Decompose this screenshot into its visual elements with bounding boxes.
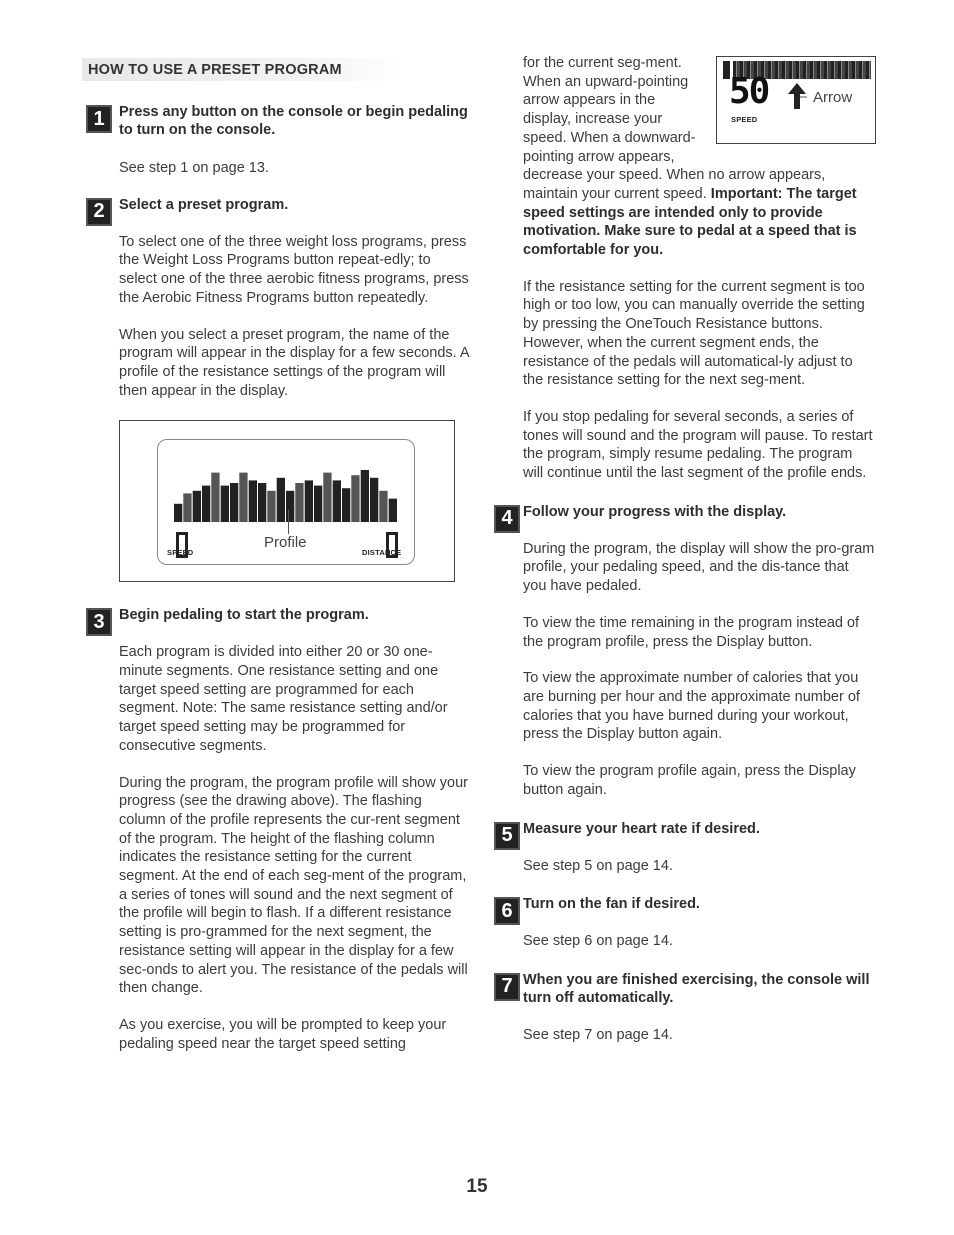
display-screen [157,439,415,565]
speed-digits: 50 [729,71,769,112]
paragraph: If the resistance setting for the current segment is too high or too low, you can manually override the setting by pressing the OneTouch Resistance buttons. However, when the current segment ends, the resistance of the pedals will automatical-ly adjust to the resistance setting for the next seg-ment. [523,278,865,389]
profile-column [239,473,247,522]
profile-column [342,489,350,523]
step-4 [494,503,876,530]
paragraph-text: for the current seg-ment. When an upward-pointing arrow appears in the display, increase your speed. When a downward-pointing arrow appears, decrease your speed. When no arrow appears, maintain your current speed. [523,55,826,202]
profile-pointer-line [288,510,289,534]
profile-display-figure [119,420,455,582]
profile-column [277,478,285,522]
right-column [494,54,876,1045]
paragraph: See step 6 on page 14. [523,933,673,950]
step-heading: Measure your heart rate if desired. [523,820,760,837]
profile-column [267,491,275,522]
arrow-icon [787,83,807,113]
step-number-badge: 3 [86,608,112,636]
arrow-label: Arrow [813,89,853,106]
paragraph: See step 7 on page 14. [523,1026,673,1043]
profile-column [351,476,359,523]
step-heading: Begin pedaling to start the program. [119,607,369,624]
paragraph: If you stop pedaling for several seconds, a series of tones will sound and the program will pause. To restart the program, simply resume pedaling. The program will continue until the last segment of the profile ends. [523,408,873,482]
profile-column [295,483,303,522]
paragraph: To view the program profile again, press the Display button again. [523,763,856,798]
profile-column [314,486,322,522]
profile-column [249,481,257,523]
distance-label: DISTANCE [362,548,402,558]
profile-column [193,491,201,522]
paragraph: During the program, the display will show the pro-gram profile, your pedaling speed, and the dis-tance that you have pedaled. [523,540,875,595]
step-heading: Select a preset program. [119,196,289,213]
paragraph: During the program, the program profile will show your progress (see the drawing above). The flashing column of the profile represents the cur-rent segment of the program. The height of the flashing column indicates the resistance setting for the current segment. At the end of each seg-ment of the program, a series of tones will sound and the next segment of the profile will begin to flash. If a different resistance setting is pro-grammed for the next segment, the resistance setting will appear in the display for a few sec-onds to alert you. The resistance of the pedals will then change. [119,774,468,997]
profile-column [323,473,331,522]
profile-column [389,499,397,522]
important-note: Important: The target speed settings are intended only to provide motivation. Make sure to pedal at a speed that is comfortable for you. [523,185,857,259]
step-heading: When you are finished exercising, the console will turn off automatically. [523,971,870,1006]
step-heading: Follow your progress with the display. [523,503,787,520]
profile-column [202,486,210,522]
profile-column [305,481,313,523]
step-6 [494,895,876,922]
page-number: 15 [466,1176,488,1197]
profile-column [258,483,266,522]
step-7 [494,971,876,1007]
step-heading: Turn on the fan if desired. [523,896,700,913]
left-column [86,58,471,1053]
step-number-badge: 2 [86,198,112,226]
speed-label: SPEED [167,548,194,558]
section-title: HOW TO USE A PRESET PROGRAM [82,58,402,81]
speed-label: SPEED [731,115,758,124]
step-3 [86,606,471,633]
paragraph: When you select a preset program, the name of the program will appear in the display for a few seconds. A profile of the resistance settings of the program will then appear in the display. [119,326,469,399]
profile-column [370,478,378,522]
profile-column [361,470,369,522]
step-number-badge: 5 [494,822,520,850]
step-number-badge: 4 [494,505,520,533]
paragraph: See step 5 on page 14. [523,857,673,874]
step-number-badge: 6 [494,897,520,925]
paragraph: See step 1 on page 13. [119,160,269,176]
step-2 [86,196,471,223]
profile-column [333,481,341,523]
profile-column [230,483,238,522]
step-5 [494,820,876,846]
paragraph: To view the time remaining in the program instead of the program profile, press the Display button. [523,614,860,650]
speed-display [716,56,876,144]
profile-label: Profile [264,534,307,552]
step-number-badge: 7 [494,973,520,1001]
step-number-badge: 1 [86,105,112,133]
paragraph: To view the approximate number of calories that you are burning per hour and the approximate number of calories that you have burned during your workout, press the Display button again. [523,670,860,743]
paragraph: As you exercise, you will be prompted to keep your pedaling speed near the target speed setting [119,1016,447,1052]
step-heading: Press any button on the console or begin pedaling to turn on the console. [119,104,468,138]
step-1 [86,103,471,139]
speed-arrow-figure [708,56,876,150]
profile-column [221,486,229,522]
paragraph: Each program is divided into either 20 or 30 one-minute segments. One resistance setting and one target speed setting are programmed for each segment. Note: The same resistance setting and/or target speed setting may be programmed for consecutive segments. [119,644,448,754]
profile-column [183,494,191,523]
profile-column [211,473,219,522]
profile-column [379,491,387,522]
paragraph: To select one of the three weight loss programs, press the Weight Loss Programs button repeat-edly; to select one of the three aerobic fitness programs, press the Aerobic Fitness Programs button repeatedly. [119,233,469,306]
profile-column [174,504,182,522]
